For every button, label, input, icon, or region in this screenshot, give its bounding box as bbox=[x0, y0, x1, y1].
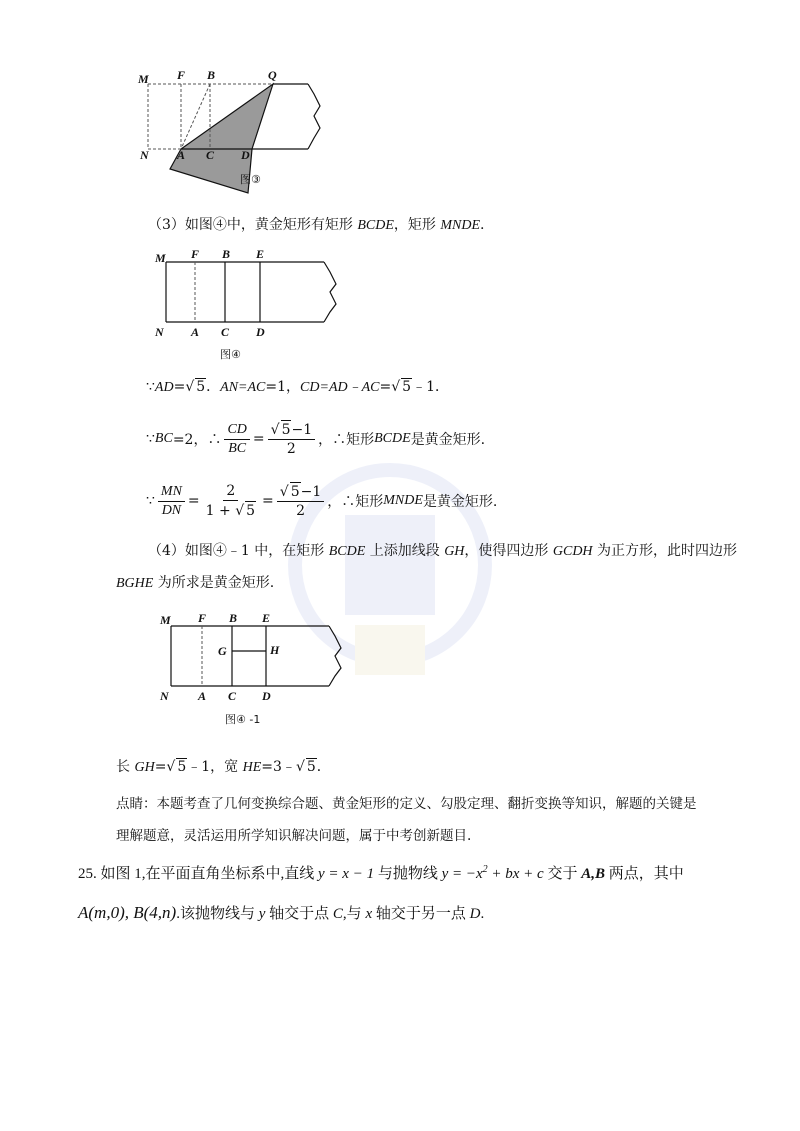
part3-text-a: （3）如图④中，黄金矩形有矩形 bbox=[148, 217, 358, 233]
label-G: G bbox=[218, 644, 227, 658]
equals: = bbox=[173, 379, 186, 395]
denominator: BC bbox=[228, 440, 247, 456]
fraction-cd-bc bbox=[224, 421, 249, 458]
equation-4: 长 GH=√ 5﹣1，宽 HE=3﹣√ 5． bbox=[116, 759, 331, 775]
label-C: C bbox=[206, 148, 215, 162]
label-Q: Q bbox=[268, 68, 277, 82]
sqrt-symbol: √ bbox=[391, 379, 401, 395]
part4-line-1: （4）如图④﹣1 中，在矩形 BCDE 上添加线段 GH，使得四边形 GCDH 为正方形，此时四边形 bbox=[148, 543, 737, 559]
equals: = bbox=[252, 431, 265, 447]
numerator: 2 bbox=[223, 482, 238, 501]
label-M: M bbox=[160, 613, 171, 627]
label-A: A bbox=[191, 325, 200, 339]
point-c: C bbox=[332, 906, 343, 922]
figure-3-caption: 图③ bbox=[240, 173, 261, 186]
segment-gh: GH bbox=[444, 544, 465, 559]
comment-line-1: 点睛：本题考查了几何变换综合题、黄金矩形的定义、勾股定理、翻折变换等知识，解题的关键是 bbox=[116, 796, 697, 812]
cd-expression: CD=AD﹣AC bbox=[300, 380, 380, 395]
because-symbol: ∵ bbox=[146, 431, 155, 447]
label-F: F bbox=[198, 611, 207, 625]
radicand: 5 bbox=[402, 379, 412, 395]
equals: = bbox=[379, 379, 392, 395]
radicand: 5 bbox=[196, 379, 206, 395]
numerator: √ 5−1 bbox=[277, 482, 324, 502]
segment-he: HE bbox=[242, 760, 262, 775]
equation-2 bbox=[146, 420, 485, 458]
label-M: M bbox=[138, 72, 149, 86]
denominator: 2 bbox=[296, 503, 305, 519]
quad-bghe: BGHE bbox=[116, 576, 154, 591]
rect-mnde: MNDE bbox=[383, 493, 423, 508]
fraction-mn-dn bbox=[158, 483, 185, 520]
x-axis: x bbox=[365, 906, 373, 922]
conclusion-b: 是黄金矩形. bbox=[410, 432, 486, 448]
denominator: 1 + √ 5 bbox=[205, 503, 256, 519]
radicand: 5 bbox=[306, 759, 316, 775]
segment-ad: AD bbox=[154, 380, 174, 395]
fraction-golden bbox=[268, 420, 315, 458]
segment-gh: GH bbox=[134, 760, 155, 775]
equation-3 bbox=[146, 482, 497, 520]
label-C: C bbox=[228, 689, 237, 703]
figure-4-caption: 图④ bbox=[220, 348, 241, 361]
equals-one: =1， bbox=[265, 379, 301, 395]
figure-4-1-diagram bbox=[155, 610, 365, 735]
bc-value: =2，∴ bbox=[172, 432, 222, 448]
label-H: H bbox=[270, 643, 280, 657]
rect-bcde: BCDE bbox=[374, 431, 411, 446]
y-axis: y bbox=[258, 906, 266, 922]
fraction-golden bbox=[277, 482, 324, 520]
points-ab: A,B bbox=[581, 866, 605, 882]
minus-one: ﹣1． bbox=[412, 379, 449, 395]
label-N: N bbox=[155, 325, 164, 339]
figure-4 bbox=[150, 246, 350, 366]
an-ac: AN=AC bbox=[220, 380, 266, 395]
part3-text-b: ，矩形 bbox=[393, 217, 441, 233]
rect-mnde: MNDE bbox=[440, 218, 481, 233]
part3-intro bbox=[148, 214, 485, 234]
label-A: A bbox=[198, 689, 207, 703]
parabola-equation: $y = -x^2$ + bx + c bbox=[441, 864, 544, 882]
figure-4-1-caption: 图④ -1 bbox=[225, 713, 261, 726]
label-B: B bbox=[207, 68, 216, 82]
point-d: D bbox=[469, 906, 481, 922]
figure-4-diagram bbox=[150, 246, 350, 366]
fraction-2-over bbox=[203, 482, 259, 520]
equals: = bbox=[262, 493, 274, 509]
label-A: A bbox=[177, 148, 186, 162]
comment-line-2: 理解题意，灵活运用所学知识解决问题，属于中考创新题目. bbox=[116, 828, 472, 844]
points-coordinates: A(m,0), B(4,n) bbox=[78, 903, 177, 922]
q25-line-1: 25. 如图 1,在平面直角坐标系中,直线 y = x − 1 与抛物线 $y = -x^2$ + bx + c 交于 A,B 两点，其中 bbox=[78, 864, 684, 882]
numerator: √ 5−1 bbox=[268, 420, 315, 440]
denominator: DN bbox=[161, 502, 182, 518]
figure-3 bbox=[130, 66, 340, 196]
label-E: E bbox=[262, 611, 271, 625]
radicand: 5 bbox=[177, 759, 187, 775]
label-N: N bbox=[160, 689, 169, 703]
line-equation: y = x − 1 bbox=[318, 866, 375, 882]
conclusion-b: 是黄金矩形. bbox=[422, 494, 498, 510]
label-N: N bbox=[140, 148, 149, 162]
question-number: 25. bbox=[78, 866, 97, 882]
numerator: MN bbox=[158, 483, 185, 502]
separator: ． bbox=[206, 379, 221, 395]
label-D: D bbox=[262, 689, 271, 703]
label-B: B bbox=[229, 611, 238, 625]
q25-line-2: A(m,0), B(4,n).该抛物线与 y 轴交于点 C,与 x 轴交于另一点 D. bbox=[78, 903, 485, 922]
sqrt-symbol: √ bbox=[166, 759, 176, 775]
figure-4-1 bbox=[155, 610, 365, 735]
part4-line-2: BGHE 为所求是黄金矩形. bbox=[116, 575, 275, 591]
label-F: F bbox=[177, 68, 186, 82]
label-D: D bbox=[241, 148, 250, 162]
because-symbol: ∵ bbox=[146, 379, 155, 395]
denominator: 2 bbox=[286, 441, 296, 457]
sqrt-symbol: √ bbox=[185, 379, 195, 395]
because-symbol: ∵ bbox=[146, 493, 155, 509]
label-E: E bbox=[256, 247, 265, 261]
numerator: CD bbox=[224, 421, 249, 440]
equals: = bbox=[187, 493, 200, 509]
quad-gcdh: GCDH bbox=[552, 544, 593, 559]
label-B: B bbox=[222, 247, 231, 261]
part3-text-end: . bbox=[480, 217, 485, 233]
conclusion-a: ，∴矩形 bbox=[327, 494, 384, 510]
rect-bcde: BCDE bbox=[357, 218, 394, 233]
sqrt-symbol: √ bbox=[295, 759, 305, 775]
equation-1 bbox=[146, 376, 449, 396]
segment-bc: BC bbox=[154, 431, 173, 446]
label-C: C bbox=[221, 325, 230, 339]
figure-3-diagram bbox=[130, 66, 340, 196]
label-F: F bbox=[191, 247, 200, 261]
rect-bcde: BCDE bbox=[328, 544, 366, 559]
label-D: D bbox=[256, 325, 265, 339]
label-M: M bbox=[155, 251, 166, 265]
conclusion-a: ，∴矩形 bbox=[318, 432, 375, 448]
